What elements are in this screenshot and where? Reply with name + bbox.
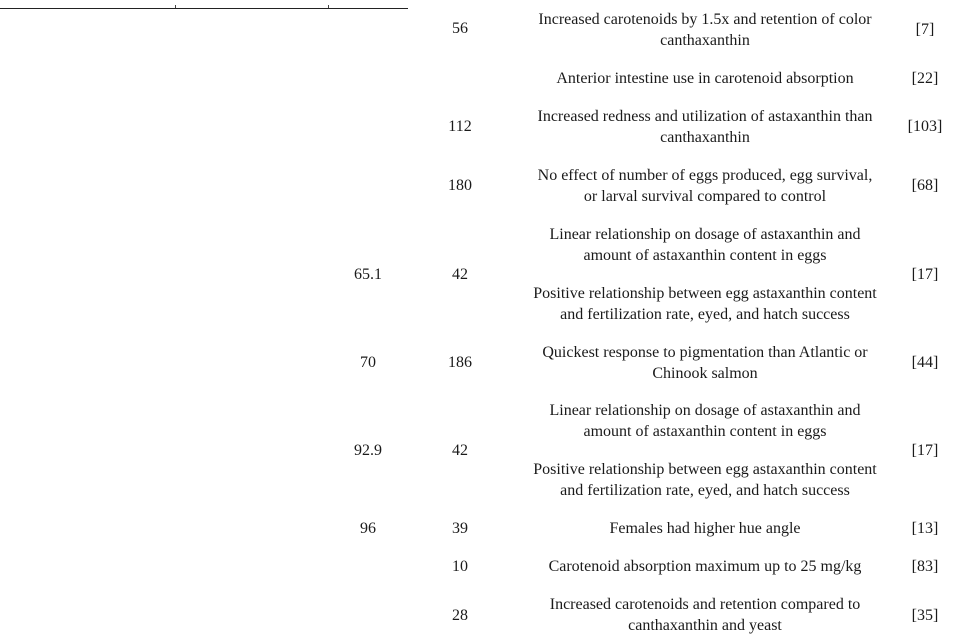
effect-line: Increased carotenoids and retention compared to canthaxanthin and yeast: [549, 596, 861, 634]
table-cell-duration: 42: [452, 442, 468, 459]
table-cell-duration: 28: [452, 607, 468, 624]
table-cell-effect: [500, 68, 910, 89]
table-cell-effect: [500, 106, 910, 148]
table-cell-reference: [17]: [911, 442, 939, 459]
table-cell-effect: [500, 283, 910, 325]
effect-line: Linear relationship on dosage of astaxanthin and amount of astaxanthin content in eggs: [549, 226, 861, 264]
table-cell-value: 96: [360, 520, 376, 537]
table-cell-duration: 56: [452, 20, 468, 37]
table-cell-duration: 112: [448, 118, 472, 135]
table-cell-duration: 39: [452, 520, 468, 537]
table-cell-reference: [22]: [911, 70, 939, 87]
table-cell-reference: [68]: [911, 177, 939, 194]
effect-line: Positive relationship between egg astaxanthin content and fertilization rate, eyed, and hatch success: [533, 285, 877, 323]
effect-line: Increased redness and utilization of astaxanthin than canthaxanthin: [537, 108, 873, 146]
table-cell-reference: [7]: [915, 21, 935, 38]
table-cell-duration: 186: [448, 354, 472, 371]
table-cell-effect: [500, 9, 910, 51]
column-divider-tick: [175, 5, 176, 8]
table-cell-duration: 180: [448, 177, 472, 194]
table-top-rule: [0, 8, 408, 9]
table-cell-effect: [500, 165, 910, 207]
effect-line: Carotenoid absorption maximum up to 25 mg/kg: [548, 558, 862, 575]
effect-line: Linear relationship on dosage of astaxanthin and amount of astaxanthin content in eggs: [549, 402, 861, 440]
table-cell-reference: [13]: [911, 520, 939, 537]
table-cell-duration: 42: [452, 266, 468, 283]
table-cell-reference: [44]: [911, 354, 939, 371]
table-cell-duration: 10: [452, 558, 468, 575]
table-cell-value: 92.9: [354, 442, 382, 459]
effect-line: No effect of number of eggs produced, egg survival, or larval survival compared to control: [537, 167, 873, 205]
effect-line: Positive relationship between egg astaxanthin content and fertilization rate, eyed, and hatch success: [533, 461, 877, 499]
table-cell-effect: [500, 459, 910, 501]
table-cell-reference: [17]: [911, 266, 939, 283]
table-cell-value: 70: [360, 354, 376, 371]
table-cell-effect: [500, 556, 910, 577]
table-cell-value: 65.1: [354, 266, 382, 283]
effect-line: Anterior intestine use in carotenoid absorption: [556, 70, 854, 87]
table-cell-effect: [500, 342, 910, 384]
effect-line: Increased carotenoids by 1.5x and retention of color canthaxanthin: [538, 11, 872, 49]
table-cell-reference: [83]: [911, 558, 939, 575]
table-cell-effect: [500, 518, 910, 539]
effect-line: Quickest response to pigmentation than Atlantic or Chinook salmon: [542, 344, 868, 382]
column-divider-tick: [328, 5, 329, 8]
table-cell-effect: [500, 400, 910, 442]
table-cell-reference: [103]: [907, 118, 943, 135]
table-cell-effect: [500, 594, 910, 636]
table-cell-reference: [35]: [911, 607, 939, 624]
effect-line: Females had higher hue angle: [609, 520, 801, 537]
table-cell-effect: [500, 224, 910, 266]
